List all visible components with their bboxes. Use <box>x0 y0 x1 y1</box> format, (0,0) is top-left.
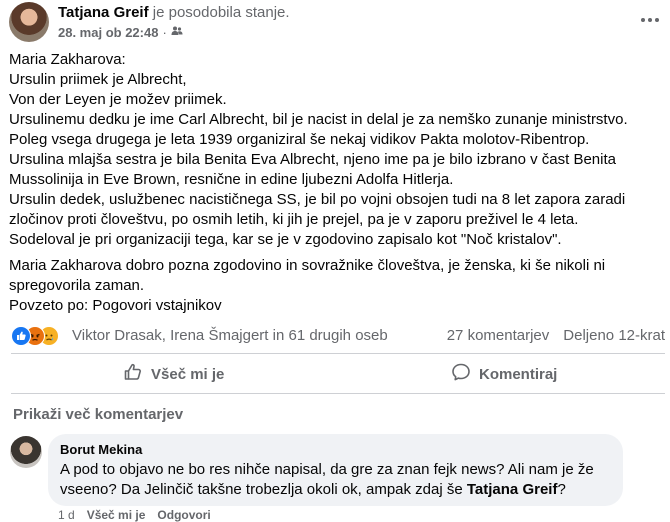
engagement-counts <box>447 327 665 344</box>
comment-bubble-icon <box>451 362 471 386</box>
post-paragraph <box>9 50 664 250</box>
divider <box>11 353 665 354</box>
post-line: Ursulinemu dedku je ime Carl Albrecht, bil je nacist in delal je za nemško zunanje ministrstvo. <box>9 111 628 128</box>
author-avatar[interactable] <box>9 2 49 42</box>
post-line: Maria Zakharova dobro pozna zgodovino in sovražnike človeštva, je ženska, ki še nikoli ni <box>9 257 606 274</box>
post-line: Ursulin dedek, uslužbenec nacističnega SS, je bil po vojni obsojen tudi na 8 let zapora zaradi <box>9 191 626 208</box>
author-name[interactable]: Tatjana Greif <box>58 4 149 21</box>
like-icon <box>11 326 31 346</box>
more-dots-icon[interactable] <box>638 10 662 30</box>
comment-text <box>60 460 623 500</box>
comment-author[interactable]: Borut Mekina <box>60 442 143 457</box>
comment-button-label: Komentiraj <box>479 365 558 383</box>
reaction-icons[interactable] <box>11 326 71 346</box>
post-paragraph <box>9 256 664 316</box>
author-line <box>58 4 290 21</box>
thumbs-up-icon <box>123 362 143 386</box>
author-action: je posodobila stanje. <box>152 4 290 21</box>
commenter-avatar[interactable] <box>10 436 42 468</box>
post-line: Von der Leyen je možev priimek. <box>9 91 227 108</box>
comment-meta <box>58 508 223 522</box>
like-button[interactable] <box>123 356 224 392</box>
post-line: Ursulina mlajša sestra je bila Benita Eva Albrecht, njeno ime pa je bilo izbrano v čast Benita <box>9 151 616 168</box>
post-line: Sodeloval je pri organizaciji tega, kar se je v zgodovino zapisalo kot "Noč kristalov". <box>9 231 562 248</box>
post-line: Maria Zakharova: <box>9 51 126 68</box>
comment-time[interactable]: 1 d <box>58 508 75 522</box>
comment-text-line: A pod to objavo ne bo res nihče napisal, da gre za znan fejk news? Ali nam je že <box>60 461 594 478</box>
meta-separator: · <box>162 25 167 40</box>
friends-icon <box>171 25 183 40</box>
comments-count[interactable]: 27 komentarjev <box>446 327 550 344</box>
comment-bubble <box>48 434 623 506</box>
comment-mention[interactable]: Tatjana Greif <box>466 481 558 498</box>
shares-count[interactable]: Deljeno 12-krat <box>563 327 665 344</box>
action-bar <box>11 356 665 392</box>
reactors-summary[interactable]: Viktor Drasak, Irena Šmajgert in 61 drugih oseb <box>72 327 388 344</box>
show-more-comments-link[interactable]: Prikaži več komentarjev <box>13 406 184 423</box>
comment-like-link[interactable]: Všeč mi je <box>86 508 146 522</box>
like-button-label: Všeč mi je <box>151 365 225 383</box>
comment-text-line: vseeno? Da Jelinčič takšne trobezlja okoli ok, ampak zdaj še <box>60 481 467 498</box>
post-line: spregovorila zaman. <box>9 277 145 294</box>
comment-button[interactable] <box>451 356 557 392</box>
post-line: Poleg vsega drugega je leta 1939 organiziral še nekaj vidikov Pakta molotov-Ribentrop. <box>9 131 590 148</box>
post-line: zločinov proti človeštvu, po osmih letih, ki jih je prejel, pa je v zaporu preživel le 4 leta. <box>9 211 579 228</box>
post-line: Povzeto po: Pogovori vstajnikov <box>9 297 222 314</box>
comment-text-end: ? <box>557 481 566 498</box>
post-meta <box>58 25 183 40</box>
post-header <box>9 2 664 44</box>
post-line: Ursulin priimek je Albrecht, <box>9 71 187 88</box>
post-line: Mussolinija in Eve Brown, resnične in edine ljubezni Adolfa Hitlerja. <box>9 171 454 188</box>
post-timestamp[interactable]: 28. maj ob 22:48 <box>58 25 159 40</box>
divider <box>11 393 665 394</box>
post-body <box>9 50 664 322</box>
comment-reply-link[interactable]: Odgovori <box>157 508 211 522</box>
reactions-bar <box>11 324 665 348</box>
